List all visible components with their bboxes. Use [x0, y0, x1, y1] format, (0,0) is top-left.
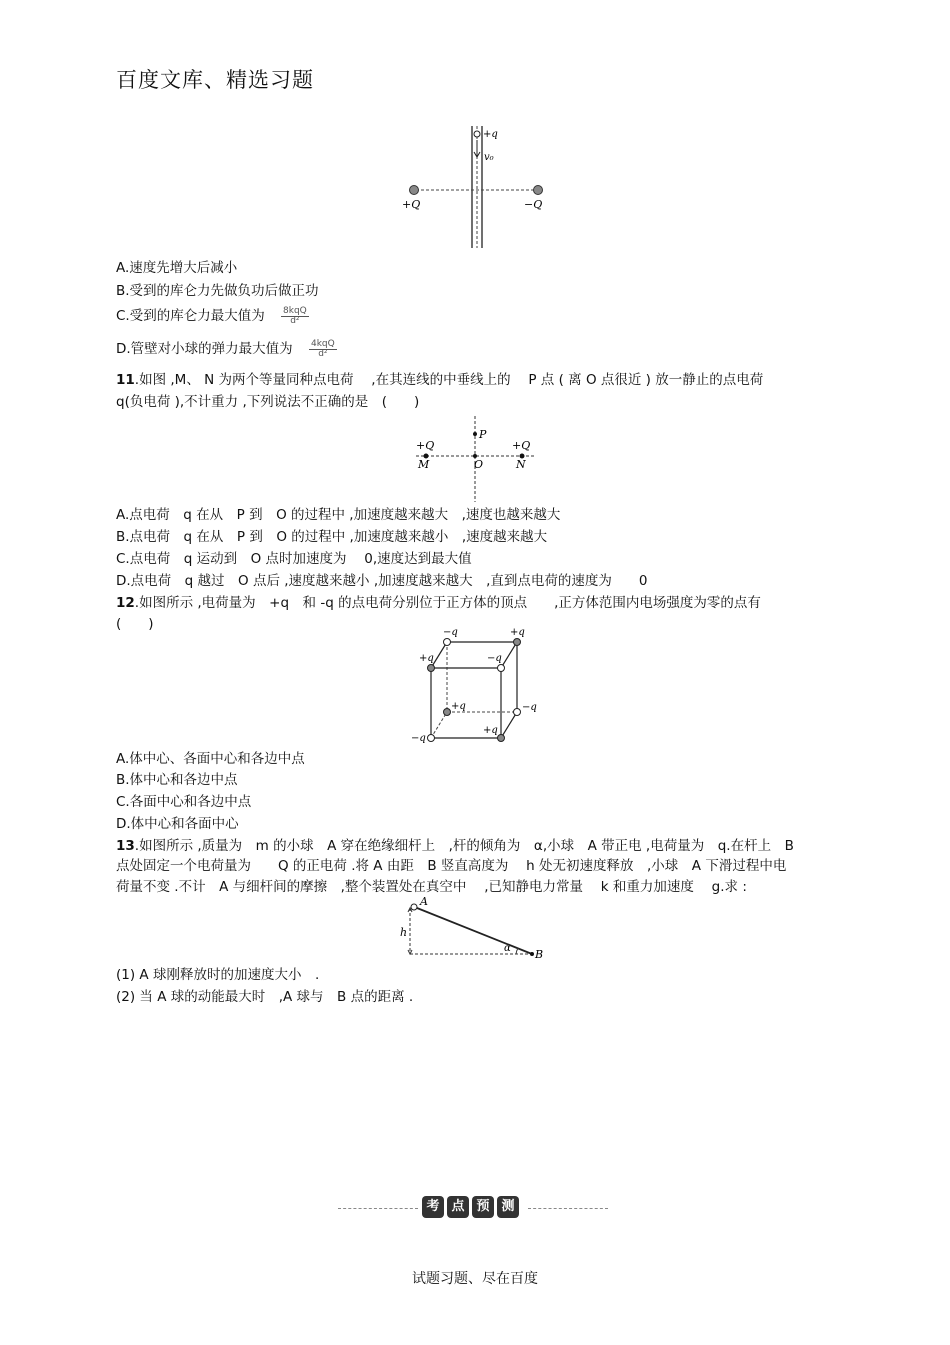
q13-stem-line2: 点处固定一个电荷量为 Q 的正电荷 .将 A 由距 B 竖直高度为 h 处无初速度释放 ,小球 A 下滑过程中电 [116, 858, 787, 874]
page-footer: 试题习题、尽在百度 [412, 1271, 538, 1287]
cube-label-8: +q [483, 725, 498, 736]
label-a: A [420, 895, 428, 908]
label-right-charge: −Q [524, 198, 543, 211]
badge-char-1: 考 [422, 1196, 444, 1218]
q13-part-1: (1) A 球刚释放时的加速度大小 . [116, 967, 320, 983]
formula-d [309, 340, 337, 359]
figure-q10 [400, 122, 550, 252]
formula-c [281, 307, 309, 326]
q11-option-d: D.点电荷 q 越过 O 点后 ,速度越来越小 ,加速度越来越大 ,直到点电荷的速度为 0 [116, 573, 648, 589]
q12-stem-text1: .如图所示 ,电荷量为 +q 和 -q 的点电荷分别位于正方体的顶点 ,正方体范围内电场强度为零的点有 [134, 595, 761, 611]
label-o: O [474, 458, 484, 471]
q12-option-b: B.体中心和各边中点 [116, 772, 238, 788]
q11-stem-line1 [116, 371, 763, 389]
q10-option-c [116, 303, 309, 333]
formula-d-num: 4kqQ [310, 338, 335, 349]
label-b: B [535, 948, 544, 961]
figure-q12-cube [405, 624, 545, 748]
q13-stem-line3: 荷量不变 .不计 A 与细杆间的摩擦 ,整个装置处在真空中 ,已知静电力常量 k 和重力加速度 g.求 : [116, 879, 747, 895]
cube-label-6: −q [522, 702, 537, 713]
q12-number: 12 [116, 595, 135, 611]
q11-stem-line2: q(负电荷 ),不计重力 ,下列说法不正确的是 ( ) [116, 394, 420, 410]
q11-option-b: B.点电荷 q 在从 P 到 O 的过程中 ,加速度越来越小 ,速度越来越大 [116, 529, 548, 545]
q12-stem-line2: ( ) [116, 616, 154, 632]
label-p: P [479, 428, 487, 441]
q13-stem-line1 [116, 837, 794, 855]
label-top-charge: +q [483, 129, 498, 140]
page-header: 百度文库、精选习题 [116, 68, 314, 92]
q12-option-a: A.体中心、各面中心和各边中点 [116, 751, 305, 767]
badge-char-4: 测 [497, 1196, 519, 1218]
q10-option-b: B.受到的库仑力先做负功后做正功 [116, 283, 319, 299]
q11-option-a: A.点电荷 q 在从 P 到 O 的过程中 ,加速度越来越大 ,速度也越来越大 [116, 507, 561, 523]
label-right-q: +Q [512, 439, 531, 452]
badge-divider-right [528, 1208, 608, 1209]
q13-part-2: (2) 当 A 球的动能最大时 ,A 球与 B 点的距离 . [116, 989, 414, 1005]
label-m: M [418, 458, 430, 471]
cube-label-4: −q [487, 653, 502, 664]
q11-number: 11 [116, 372, 135, 388]
label-left-charge: +Q [402, 198, 421, 211]
q10-option-c-text: C.受到的库仑力最大值为 [116, 308, 265, 324]
label-n: N [516, 458, 526, 471]
q11-option-c: C.点电荷 q 运动到 O 点时加速度为 0,速度达到最大值 [116, 551, 472, 567]
q12-option-d: D.体中心和各面中心 [116, 816, 239, 832]
figure-q11 [410, 412, 540, 504]
q12-option-c: C.各面中心和各边中点 [116, 794, 252, 810]
q13-number: 13 [116, 838, 135, 854]
badge-char-3: 预 [472, 1196, 494, 1218]
cube-label-5: +q [451, 701, 466, 712]
badge-divider-left [338, 1208, 418, 1209]
cube-label-7: −q [411, 733, 426, 744]
cube-label-1: −q [443, 627, 458, 638]
figure-q13 [398, 894, 548, 964]
label-h: h [400, 926, 408, 939]
formula-d-den: d² [318, 348, 328, 359]
label-alpha: α [504, 943, 511, 954]
section-badge [422, 1196, 519, 1218]
formula-c-num: 8kqQ [283, 305, 307, 316]
formula-c-den: d² [290, 315, 300, 326]
q11-stem-text1: .如图 ,M、 N 为两个等量同种点电荷 ,在其连线的中垂线上的 P 点 ( 离 O 点很近 ) 放一静止的点电荷 [134, 372, 764, 388]
cube-label-2: +q [510, 627, 525, 638]
q10-option-d [116, 335, 337, 365]
label-left-q: +Q [416, 439, 435, 452]
q13-stem-text1: .如图所示 ,质量为 m 的小球 A 穿在绝缘细杆上 ,杆的倾角为 α,小球 A 带正电 ,电荷量为 q.在杆上 B [134, 838, 794, 854]
cube-label-3: +q [419, 653, 434, 664]
q10-option-a: A.速度先增大后减小 [116, 260, 238, 276]
badge-char-2: 点 [447, 1196, 469, 1218]
label-velocity: v₀ [484, 152, 494, 163]
q12-stem-line1 [116, 594, 761, 612]
q10-option-d-text: D.管壁对小球的弹力最大值为 [116, 341, 293, 357]
